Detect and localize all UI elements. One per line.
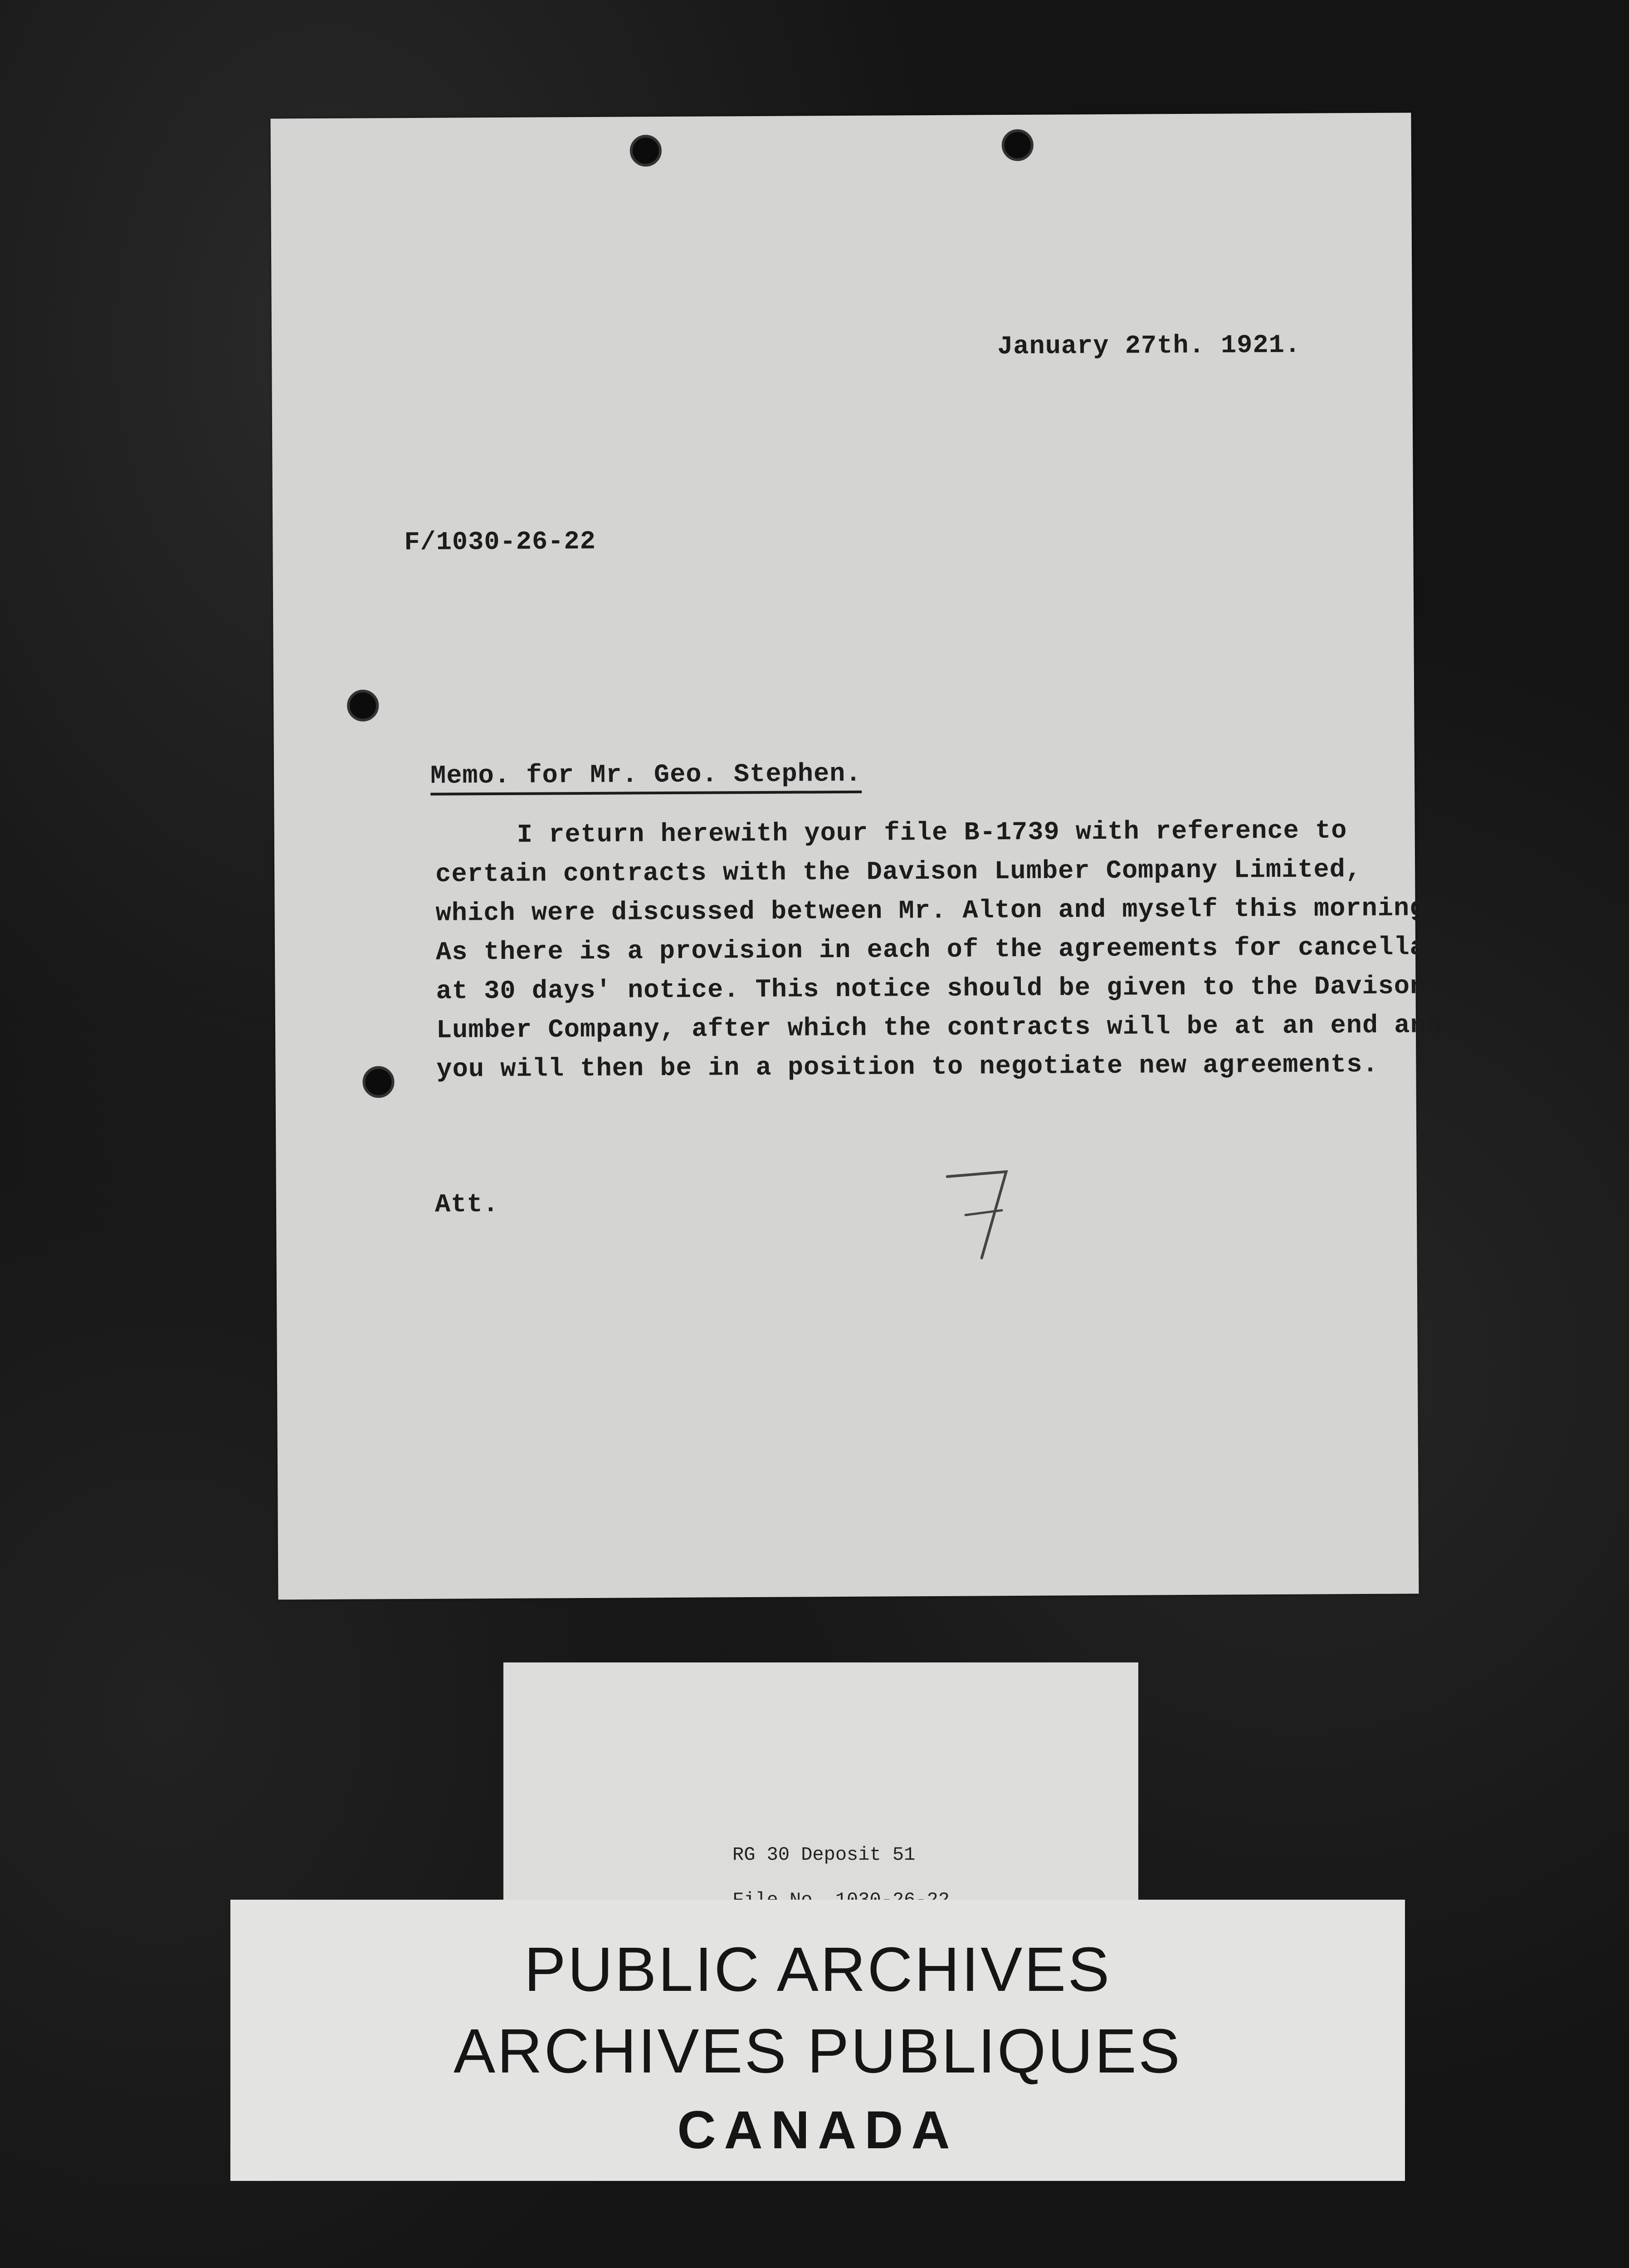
memo-body-line: you will then be in a position to negotiate new agreements. <box>436 1050 1379 1085</box>
memo-body-line: Lumber Company, after which the contracts will be at an end and <box>436 1011 1443 1046</box>
punch-hole <box>362 1066 394 1098</box>
memo-body <box>435 811 1490 1090</box>
file-reference-slip <box>503 1662 1138 1935</box>
punch-hole <box>630 135 662 166</box>
memo-body-line: certain contracts with the Davison Lumber Company Limited, <box>435 855 1362 890</box>
memo-date: January 27th. 1921. <box>997 331 1301 362</box>
memo-page <box>270 112 1490 1599</box>
handwritten-pencil-note <box>938 1163 1029 1263</box>
memo-body-line: I return herewith your file B-1739 with reference to <box>517 816 1347 850</box>
banner-public-archives: PUBLIC ARCHIVES <box>524 1935 1112 2004</box>
archives-banner <box>230 1900 1405 2181</box>
banner-archives-publiques: ARCHIVES PUBLIQUES <box>454 2016 1182 2086</box>
memo-body-line: at 30 days' notice. This notice should be given to the Davison <box>436 972 1426 1007</box>
punch-hole <box>1002 129 1034 161</box>
memo-attachment-note: Att. <box>434 1190 499 1220</box>
memo-body-line: As there is a provision in each of the agreements for cancellation <box>435 933 1490 968</box>
banner-canada: CANADA <box>677 2100 958 2160</box>
memo-file-reference: F/1030-26-22 <box>404 527 596 558</box>
memo-heading: Memo. for Mr. Geo. Stephen. <box>430 760 862 796</box>
memo-body-line: which were discussed between Mr. Alton and myself this morning. <box>435 894 1442 929</box>
slip-record-group: RG 30 Deposit 51 <box>732 1844 916 1866</box>
punch-hole <box>347 689 379 721</box>
